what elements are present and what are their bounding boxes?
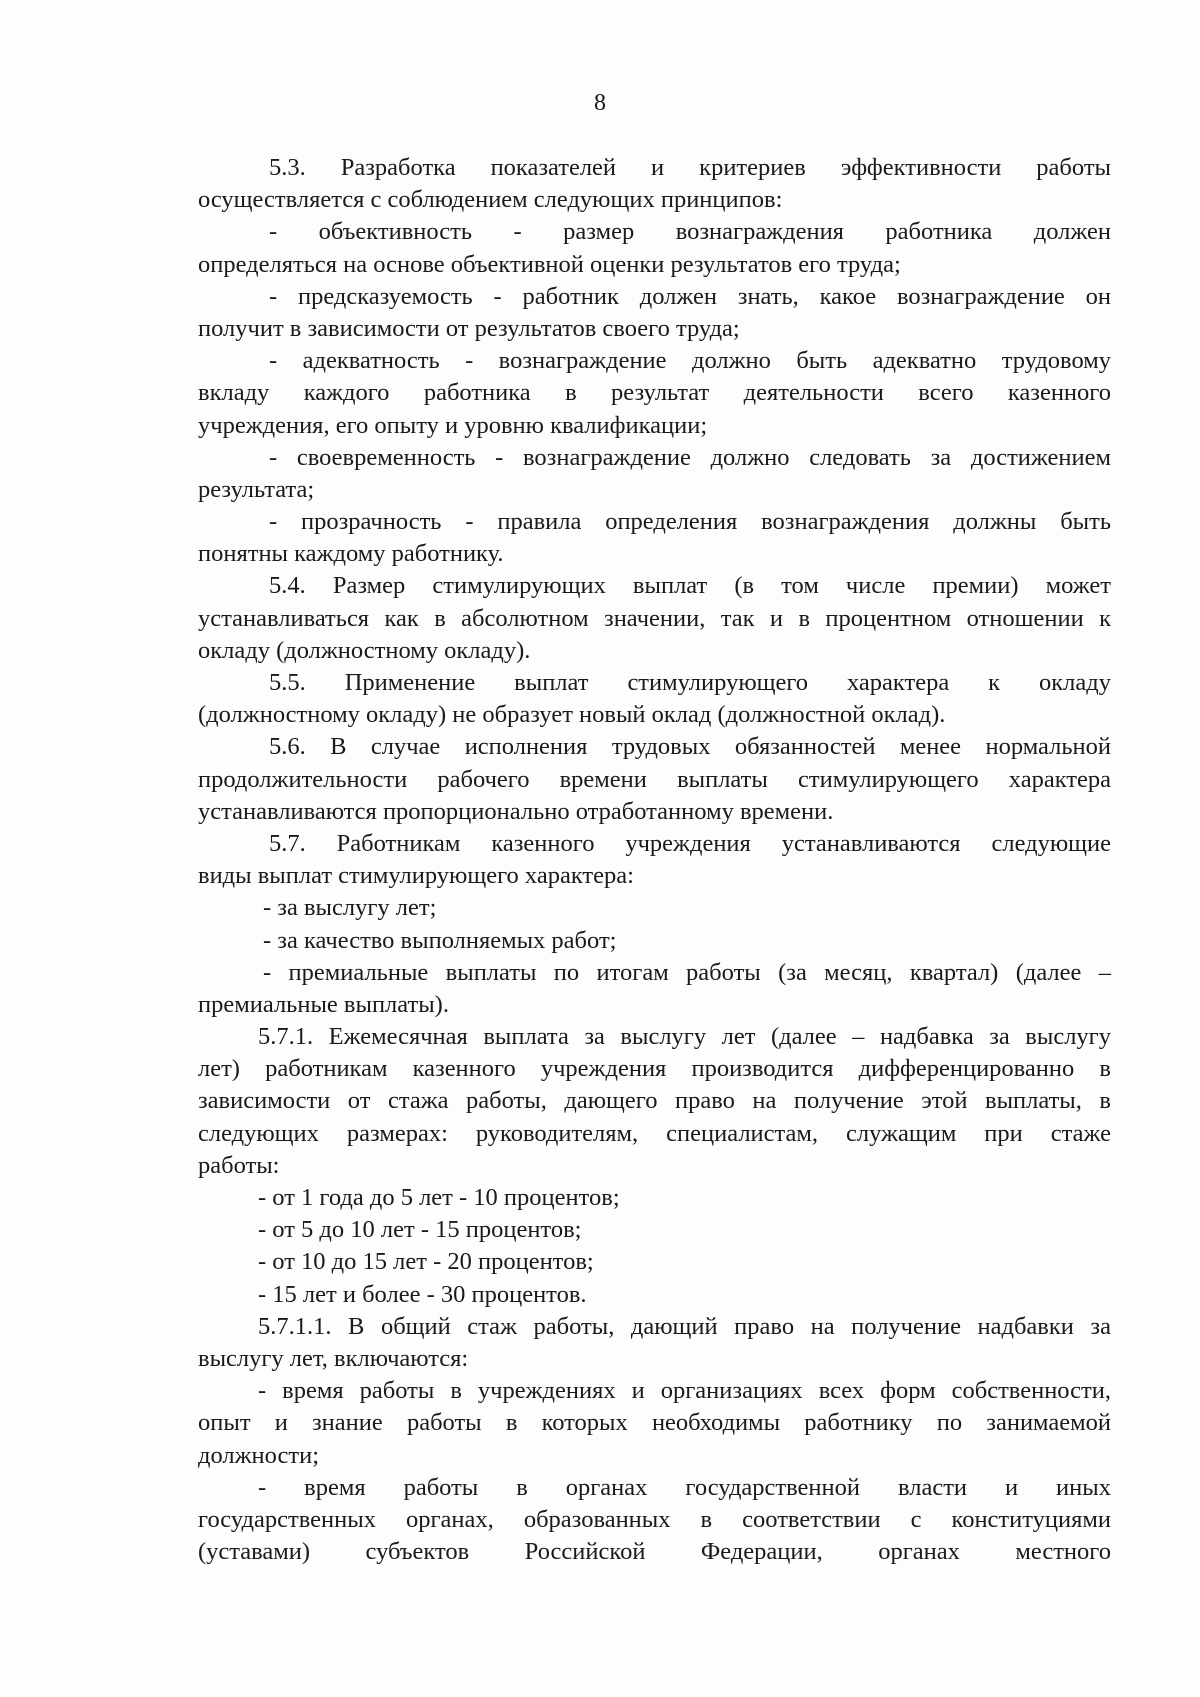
text-line: - время работы в учреждениях и организациях всех форм собственности,: [258, 1377, 1111, 1405]
page-number: 8: [594, 90, 606, 116]
text-line: 5.5. Применение выплат стимулирующего характера к окладу: [269, 669, 1111, 696]
text-line: окладу (должностному окладу).: [198, 636, 531, 664]
text-line: - от 5 до 10 лет - 15 процентов;: [258, 1216, 582, 1244]
text-line: - от 1 года до 5 лет - 10 процентов;: [258, 1184, 620, 1211]
text-line: получит в зависимости от результатов своего труда;: [198, 314, 740, 342]
text-line: 5.7. Работникам казенного учреждения устанавливаются следующие: [269, 829, 1111, 857]
text-line: лет) работникам казенного учреждения производится дифференцированно в: [198, 1055, 1111, 1083]
text-line: - объективность - размер вознаграждения работника должен: [269, 218, 1111, 246]
text-line: - от 10 до 15 лет - 20 процентов;: [258, 1248, 594, 1276]
text-line: следующих размерах: руководителям, специалистам, служащим при стаже: [198, 1119, 1111, 1147]
text-line: - прозрачность - правила определения вознаграждения должны быть: [269, 508, 1111, 536]
text-line: учреждения, его опыту и уровню квалификации;: [198, 411, 708, 439]
text-line: виды выплат стимулирующего характера:: [198, 862, 634, 890]
text-line: (должностному окладу) не образует новый оклад (должностной оклад).: [198, 701, 946, 729]
text-line: (уставами) субъектов Российской Федерации, органах местного: [198, 1538, 1111, 1566]
text-line: - адекватность - вознаграждение должно быть адекватно трудовому: [269, 347, 1111, 375]
document-body: [198, 152, 1111, 1568]
text-line: - предсказуемость - работник должен знать, какое вознаграждение он: [269, 282, 1111, 310]
text-line: 5.7.1.1. В общий стаж работы, дающий право на получение надбавки за: [258, 1312, 1111, 1340]
text-line: опыт и знание работы в которых необходимы работнику по занимаемой: [198, 1409, 1111, 1437]
text-line: результата;: [198, 475, 315, 503]
text-line: устанавливаются пропорционально отработанному времени.: [198, 797, 834, 825]
text-line: устанавливаться как в абсолютном значении, так и в процентном отношении к: [198, 604, 1111, 632]
text-line: - за качество выполняемых работ;: [263, 926, 617, 954]
text-line: - своевременность - вознаграждение должно следовать за достижением: [269, 443, 1111, 471]
text-line: осуществляется с соблюдением следующих принципов:: [198, 186, 783, 214]
text-line: - за выслугу лет;: [263, 894, 437, 922]
text-line: 5.7.1. Ежемесячная выплата за выслугу лет (далее – надбавка за выслугу: [258, 1023, 1111, 1051]
text-line: зависимости от стажа работы, дающего право на получение этой выплаты, в: [198, 1087, 1111, 1115]
text-line: должности;: [198, 1441, 320, 1469]
text-line: - время работы в органах государственной власти и иных: [258, 1473, 1111, 1501]
text-line: работы:: [198, 1151, 280, 1179]
text-line: вкладу каждого работника в результат деятельности всего казенного: [198, 379, 1111, 407]
text-line: 5.6. В случае исполнения трудовых обязанностей менее нормальной: [269, 733, 1111, 761]
text-line: - премиальные выплаты по итогам работы (за месяц, квартал) (далее –: [263, 958, 1111, 986]
text-line: определяться на основе объективной оценки результатов его труда;: [198, 250, 901, 278]
text-line: продолжительности рабочего времени выплаты стимулирующего характера: [198, 765, 1111, 793]
text-line: выслугу лет, включаются:: [198, 1344, 469, 1372]
text-line: 5.3. Разработка показателей и критериев эффективности работы: [269, 154, 1111, 181]
text-line: 5.4. Размер стимулирующих выплат (в том числе премии) может: [269, 572, 1111, 600]
text-line: премиальные выплаты).: [198, 990, 449, 1018]
text-line: государственных органах, образованных в соответствии с конституциями: [198, 1505, 1111, 1533]
text-line: - 15 лет и более - 30 процентов.: [258, 1280, 587, 1308]
text-line: понятны каждому работнику.: [198, 540, 504, 568]
